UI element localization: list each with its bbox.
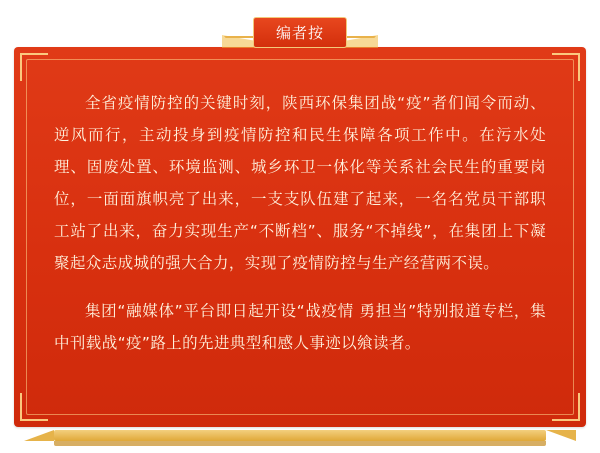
corner-ornament-bottom-left <box>20 393 48 421</box>
corner-ornament-top-left <box>20 53 48 81</box>
paragraph: 集团“融媒体”平台即日起开设“战疫情 勇担当”特别报道专栏，集中刊载战“疫”路上的先进典型和感人事迹以飨读者。 <box>54 302 546 352</box>
editor-note-body <box>54 87 546 403</box>
base-bar-fill <box>54 430 546 441</box>
editor-note-banner <box>253 17 347 48</box>
corner-ornament-top-right <box>552 53 580 81</box>
gold-base-bar <box>0 427 600 453</box>
base-wing-right <box>546 430 576 441</box>
base-wing-left <box>24 430 54 441</box>
base-shadow <box>54 441 546 446</box>
paragraph: 全省疫情防控的关键时刻，陕西环保集团战“疫”者们闻令而动、逆风而行，主动投身到疫情防控和民生保障各项工作中。在污水处理、固废处置、环境监测、城乡环卫一体化等关系社会民生的重要岗位，一面面旗帜亮了出来，一支支队伍建了起来，一名名党员干部职工站了出来，奋力实现生产“不断档”、服务“不掉线”，在集团上下凝聚起众志成城的强大合力，实现了疫情防控与生产经营两不误。 <box>54 94 546 272</box>
corner-ornament-bottom-right <box>552 393 580 421</box>
banner-label: 编者按 <box>275 24 324 42</box>
editor-note-card <box>14 47 586 427</box>
